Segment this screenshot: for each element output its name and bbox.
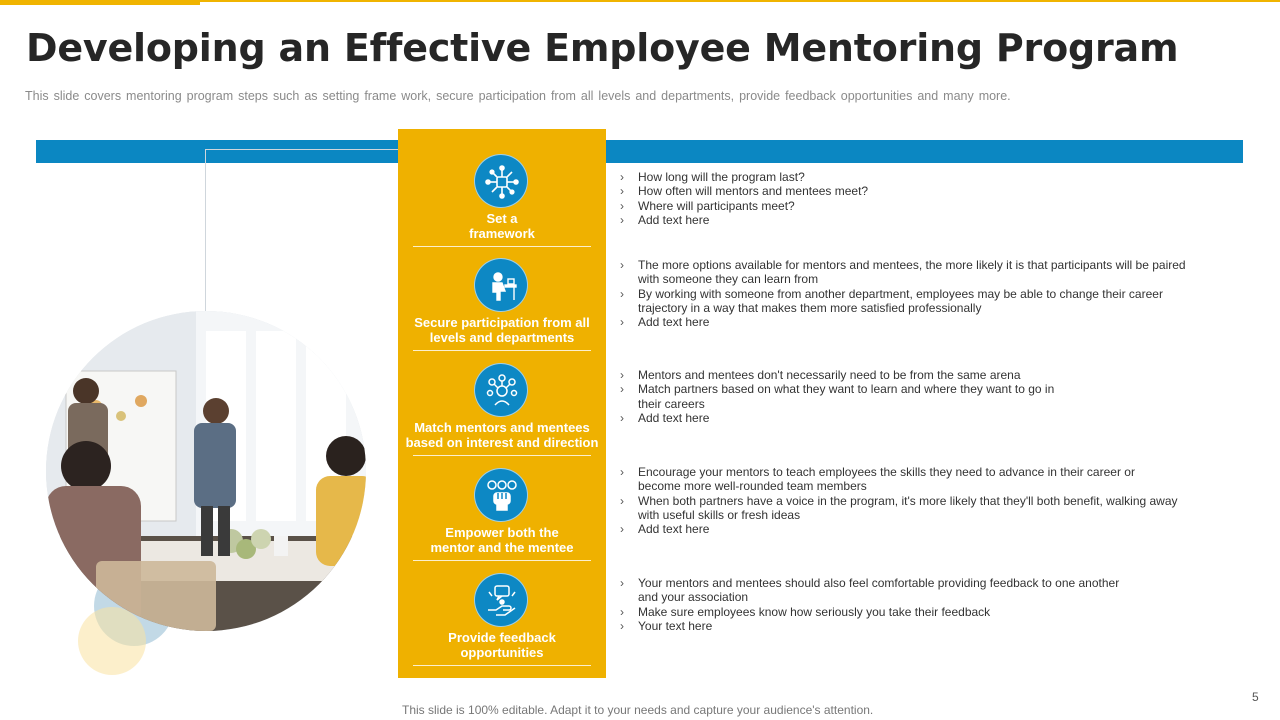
step-label-line: Secure participation from all bbox=[414, 315, 590, 330]
step-label-line: levels and departments bbox=[429, 330, 575, 345]
bullet-list-empower bbox=[620, 465, 1220, 536]
bullet-item: › Your text here bbox=[620, 619, 1220, 633]
step-divider bbox=[413, 246, 591, 247]
step-label-line: Empower both the bbox=[445, 525, 559, 540]
step-label-line: Set a bbox=[486, 211, 518, 226]
step-label-line: opportunities bbox=[460, 645, 544, 660]
bullet-item: › Make sure employees know how seriously you take their feedback bbox=[620, 605, 1220, 619]
step-label bbox=[398, 420, 606, 450]
step-label-line: Provide feedback bbox=[448, 630, 556, 645]
top-accent-bar bbox=[0, 0, 200, 5]
step-divider bbox=[413, 350, 591, 351]
bullet-item: › When both partners have a voice in the program, it's more likely that they'll both benefit, walking away with useful skills or fresh ideas bbox=[620, 494, 1220, 523]
bullet-item: › Add text here bbox=[620, 315, 1220, 329]
bullet-item: › Where will participants meet? bbox=[620, 199, 1220, 213]
step-label bbox=[398, 211, 606, 241]
bullet-item: › Add text here bbox=[620, 213, 1220, 227]
bullet-item: › Encourage your mentors to teach employees the skills they need to advance in their career or become more well-rounded team members bbox=[620, 465, 1220, 494]
decor-circle-yellow bbox=[78, 607, 146, 675]
matching-people-icon bbox=[474, 363, 528, 417]
step-label-line: Match mentors and mentees bbox=[414, 420, 590, 435]
bullet-item: › By working with someone from another department, employees may be able to change their career trajectory in a way that makes them more satisfied professionally bbox=[620, 287, 1220, 316]
slide-title: Developing an Effective Employee Mentoring Program bbox=[26, 26, 1179, 70]
page-number: 5 bbox=[1252, 690, 1259, 704]
bullet-item: › Match partners based on what they want to learn and where they want to go in their careers bbox=[620, 382, 1220, 411]
bullet-item: › Your mentors and mentees should also feel comfortable providing feedback to one another and your association bbox=[620, 576, 1220, 605]
steps-panel bbox=[398, 129, 606, 678]
bullet-item: › Add text here bbox=[620, 522, 1220, 536]
step-label bbox=[398, 630, 606, 660]
participant-desk-icon bbox=[474, 258, 528, 312]
framework-icon bbox=[474, 154, 528, 208]
feedback-hand-icon bbox=[474, 573, 528, 627]
bullet-item: › Mentors and mentees don't necessarily need to be from the same arena bbox=[620, 368, 1220, 382]
bullet-list-framework bbox=[620, 170, 1220, 227]
step-label-line: based on interest and direction bbox=[405, 435, 599, 450]
step-label-line: framework bbox=[469, 226, 535, 241]
step-divider bbox=[413, 455, 591, 456]
bullet-list-match bbox=[620, 368, 1220, 425]
step-label-line: mentor and the mentee bbox=[430, 540, 574, 555]
step-label bbox=[398, 315, 606, 345]
footer-note: This slide is 100% editable. Adapt it to your needs and capture your audience's attention. bbox=[402, 703, 874, 717]
meeting-photo bbox=[46, 311, 366, 631]
bullet-item: › How long will the program last? bbox=[620, 170, 1220, 184]
step-divider bbox=[413, 560, 591, 561]
bullet-item: › How often will mentors and mentees meet? bbox=[620, 184, 1220, 198]
bullet-list-feedback bbox=[620, 576, 1220, 633]
bullet-list-participation bbox=[620, 258, 1220, 329]
empower-fist-icon bbox=[474, 468, 528, 522]
bullet-item: › The more options available for mentors and mentees, the more likely it is that participants will be paired with someone they can learn from bbox=[620, 258, 1220, 287]
step-label bbox=[398, 525, 606, 555]
slide-subtitle: This slide covers mentoring program steps such as setting frame work, secure participation from all levels and departments, provide feedback opportunities and many more. bbox=[25, 89, 1011, 103]
step-divider bbox=[413, 665, 591, 666]
bullet-item: › Add text here bbox=[620, 411, 1220, 425]
